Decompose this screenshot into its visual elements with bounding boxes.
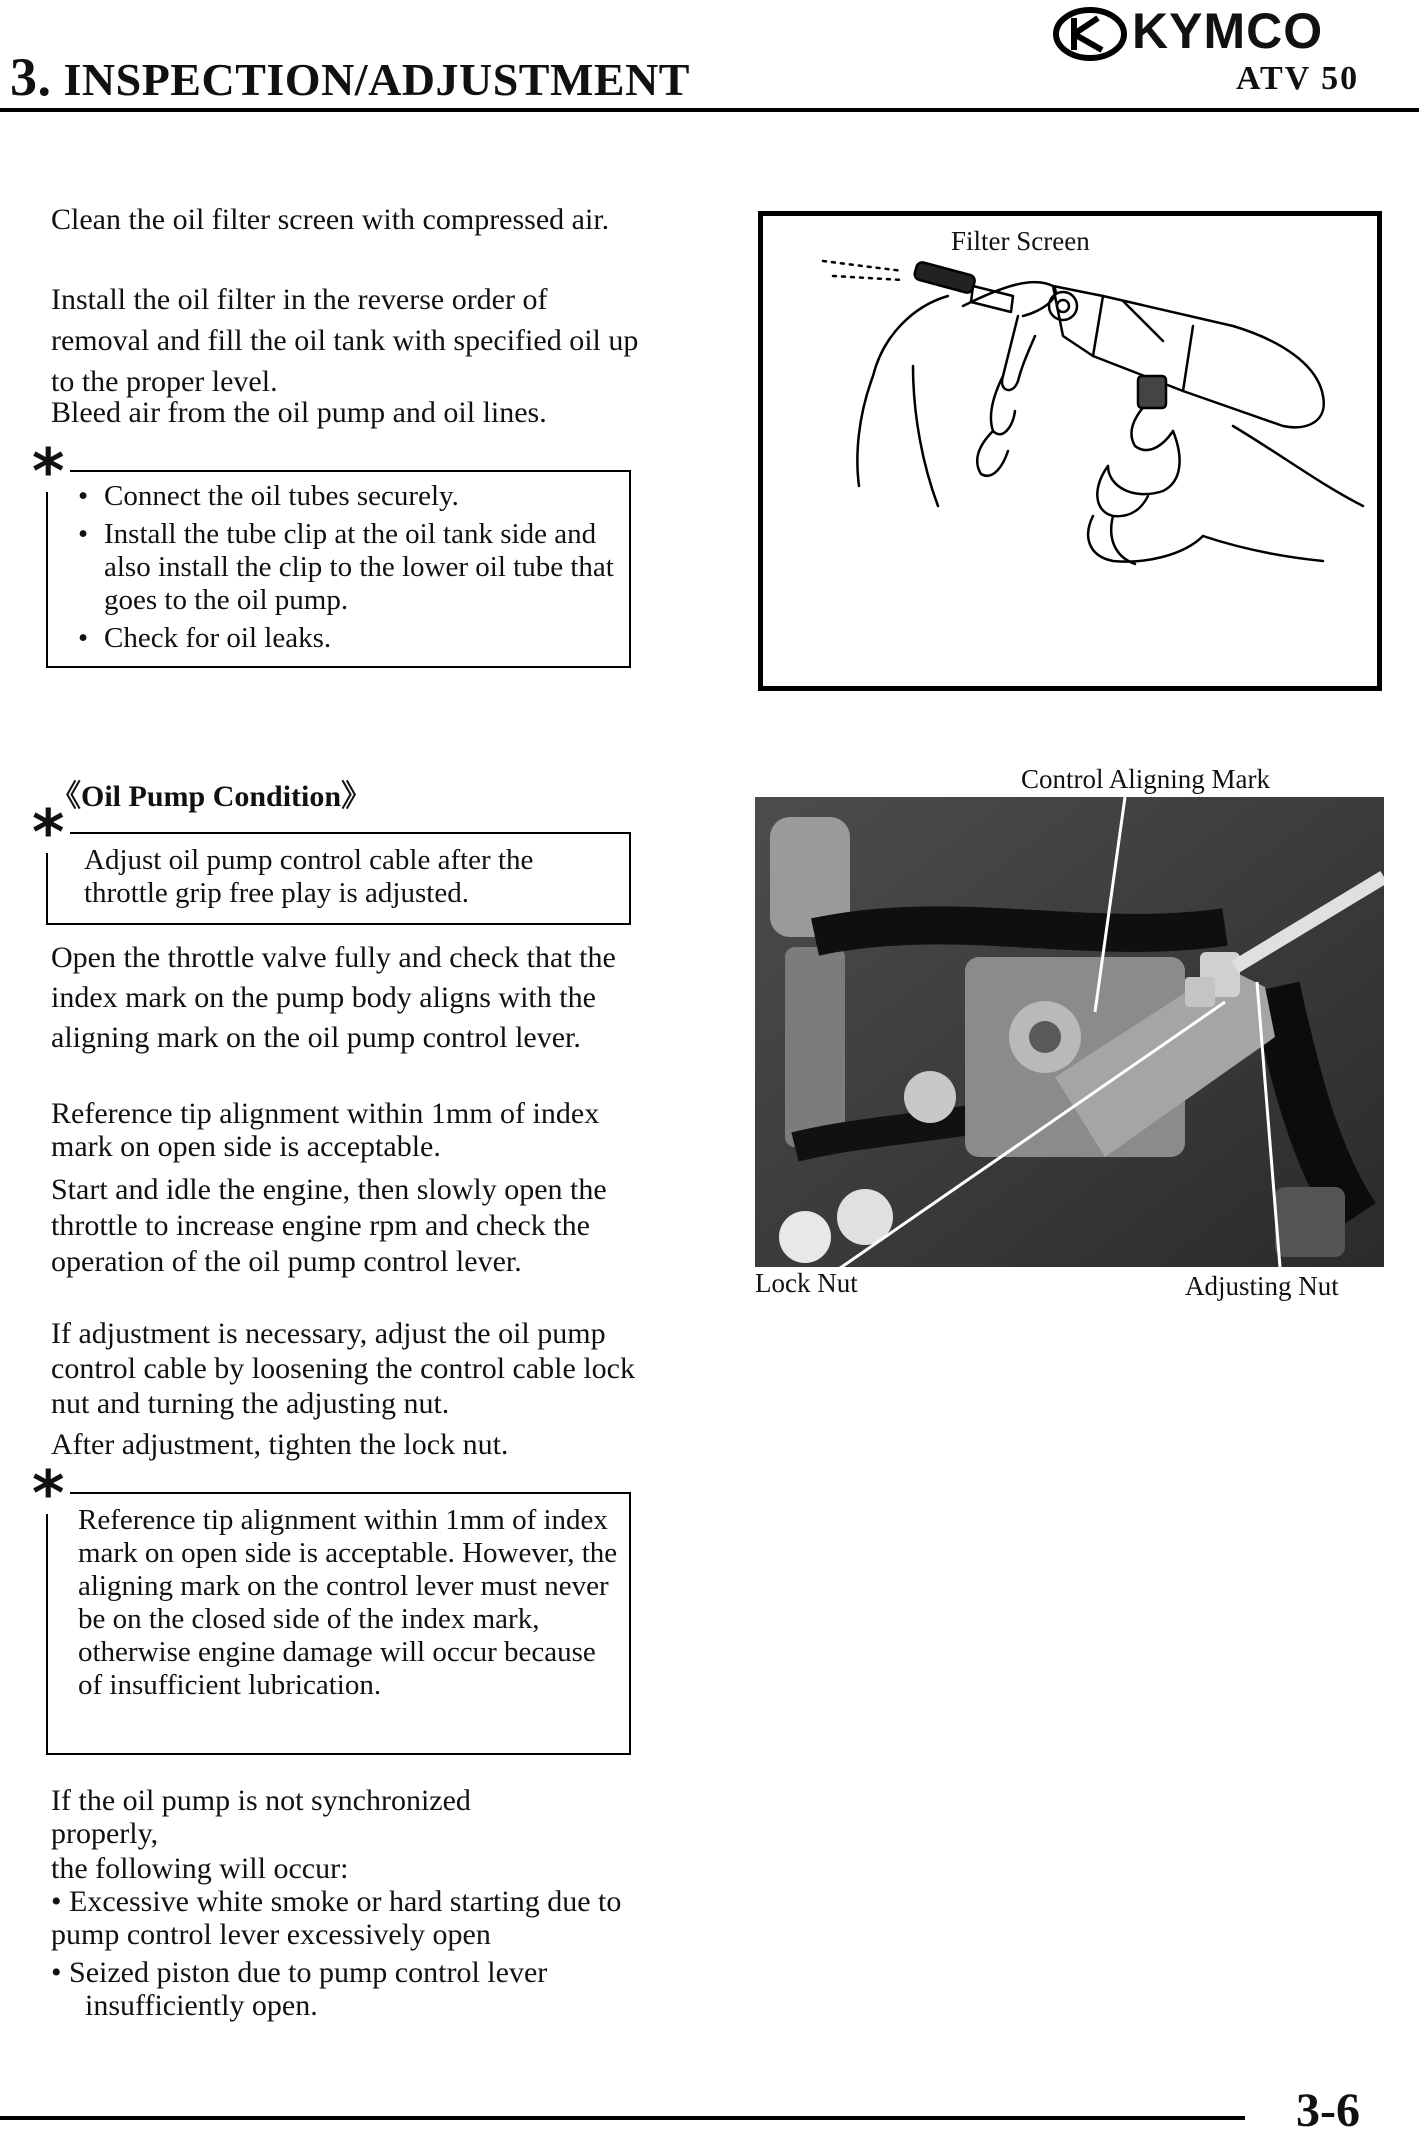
paragraph-tighten-lock-nut: After adjustment, tighten the lock nut. xyxy=(51,1428,509,1461)
note-box-oil-tubes xyxy=(46,470,631,668)
section-number: 3. xyxy=(10,47,52,107)
note-list xyxy=(78,480,619,655)
oil-pump-condition-heading: 《Oil Pump Condition》 xyxy=(51,780,372,813)
paragraph-clean-filter: Clean the oil filter screen with compressed air. xyxy=(51,203,610,236)
page-number: 3-6 xyxy=(1296,2084,1360,2137)
lock-nut-label: Lock Nut xyxy=(755,1268,858,1298)
header-rule xyxy=(0,108,1419,112)
note-star-icon: * xyxy=(32,813,70,853)
note-text: Adjust oil pump control cable after the throttle grip free play is adjusted. xyxy=(84,844,534,909)
paragraph-start-engine: Start and idle the engine, then slowly open the throttle to increase engine rpm and check the operation of the oil pump control lever. xyxy=(51,1173,607,1278)
compressed-air-illustration xyxy=(763,216,1377,686)
filter-screen-figure xyxy=(758,211,1382,691)
note-item: • Connect the oil tubes securely. xyxy=(78,480,619,513)
note-text: Reference tip alignment within 1mm of index mark on open side is acceptable. However, the aligning mark on the control lever must never be on the closed side of the index mark, otherwise engine damage will occur because of insufficient lubrication. xyxy=(78,1504,618,1701)
note-star-icon: * xyxy=(32,1474,70,1514)
note-box-adjust-cable xyxy=(46,832,631,925)
paragraph-if-adjustment: If adjustment is necessary, adjust the oil pump control cable by loosening the control cable lock nut and turning the adjusting nut. xyxy=(51,1317,635,1420)
paragraph-bleed-air: Bleed air from the oil pump and oil lines. xyxy=(51,396,547,429)
bullet-white-smoke: • Excessive white smoke or hard starting due to pump control lever excessively open xyxy=(51,1885,622,1951)
paragraph-following-occur: the following will occur: xyxy=(51,1852,349,1885)
note-item: • Check for oil leaks. xyxy=(78,622,619,655)
model-name: ATV 50 xyxy=(1236,60,1360,97)
control-aligning-mark-label: Control Aligning Mark xyxy=(1021,764,1270,794)
brand-name: KYMCO xyxy=(1132,3,1324,59)
note-box-reference-tip xyxy=(46,1492,631,1755)
section-title-text: INSPECTION/ADJUSTMENT xyxy=(63,54,690,105)
section-title xyxy=(10,46,690,108)
filter-screen-label: Filter Screen xyxy=(951,226,1090,256)
adjusting-nut-label: Adjusting Nut xyxy=(1185,1271,1339,1301)
note-item: • Install the tube clip at the oil tank side and also install the clip to the lower oil tube that goes to the oil pump. xyxy=(78,518,619,617)
bullet-seized-piston: • Seized piston due to pump control lever insufficiently open. xyxy=(51,1956,548,2022)
oil-pump-photo-illustration xyxy=(755,797,1384,1267)
paragraph-not-synchronized: If the oil pump is not synchronized properly, xyxy=(51,1784,471,1850)
oil-pump-photo xyxy=(755,797,1384,1267)
note-star-icon: * xyxy=(32,452,70,492)
paragraph-open-throttle: Open the throttle valve fully and check that the index mark on the pump body aligns with the aligning mark on the oil pump control lever. xyxy=(51,941,616,1054)
paragraph-reference-tip: Reference tip alignment within 1mm of index mark on open side is acceptable. xyxy=(51,1097,600,1163)
paragraph-install-filter: Install the oil filter in the reverse order of removal and fill the oil tank with specified oil up to the proper level. xyxy=(51,283,639,398)
footer-rule xyxy=(0,2116,1245,2120)
